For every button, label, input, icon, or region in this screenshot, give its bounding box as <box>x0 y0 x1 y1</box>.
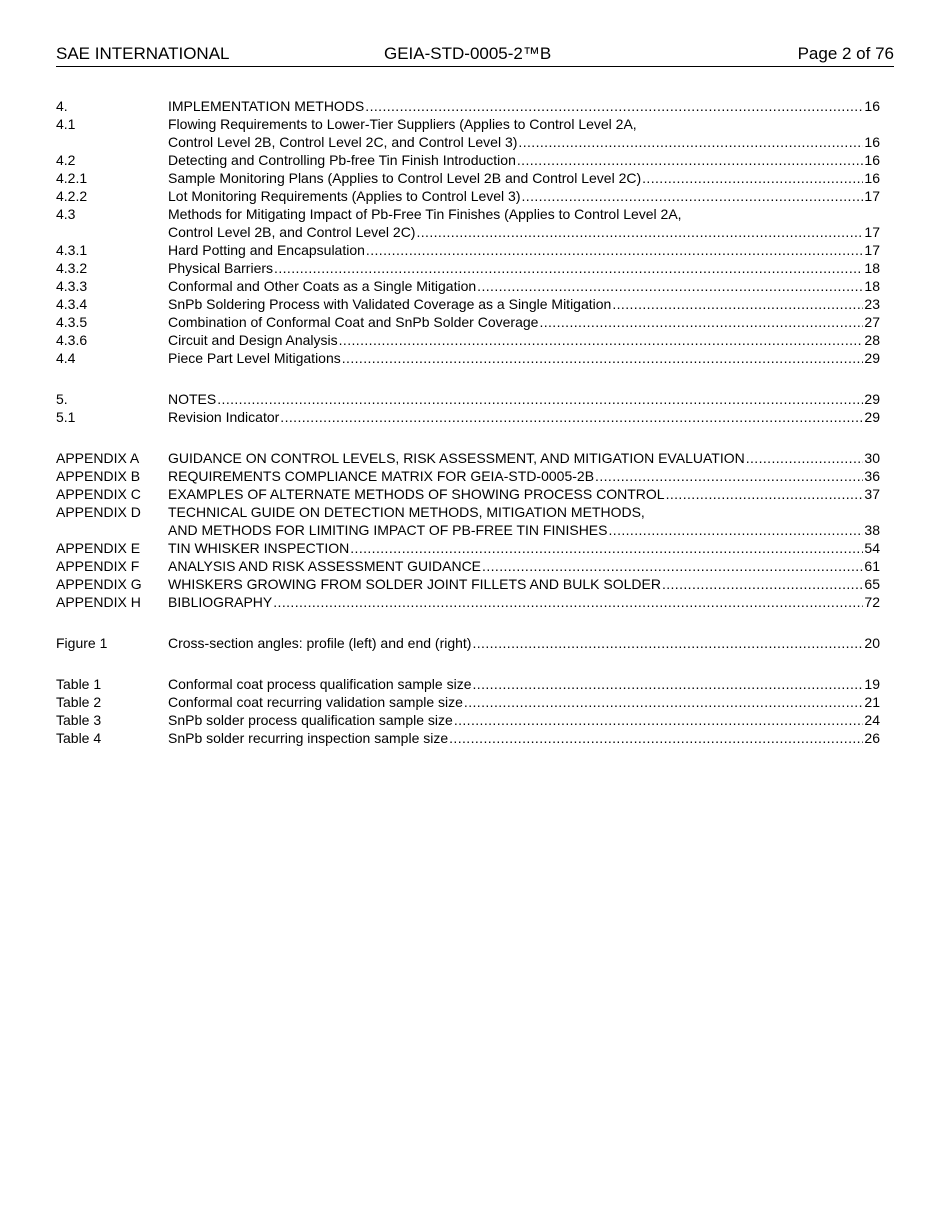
toc-entry-line <box>168 449 880 467</box>
toc-entry-line <box>168 711 880 729</box>
toc-entry-number: APPENDIX B <box>56 468 141 484</box>
toc-entry-line <box>168 634 880 652</box>
toc-entry[interactable] <box>56 449 880 467</box>
toc-group <box>56 97 880 367</box>
toc-entry-body <box>168 295 880 313</box>
toc-entry[interactable] <box>56 277 880 295</box>
dot-leader <box>350 539 863 557</box>
toc-entry-title: REQUIREMENTS COMPLIANCE MATRIX FOR GEIA-STD-0005-2B <box>168 468 595 484</box>
toc-entry-line <box>168 557 880 575</box>
toc-entry-page: 36 <box>864 468 880 484</box>
toc-entry-title: WHISKERS GROWING FROM SOLDER JOINT FILLETS AND BULK SOLDER <box>168 576 661 592</box>
toc-entry-body <box>168 349 880 367</box>
toc-entry-title: Detecting and Controlling Pb-free Tin Finish Introduction <box>168 152 516 168</box>
toc-entry-page: 21 <box>864 694 880 710</box>
toc-entry-body <box>168 675 880 693</box>
toc-entry-title: IMPLEMENTATION METHODS <box>168 98 365 114</box>
toc-entry-line <box>168 693 880 711</box>
toc-entry-number: 4.3.4 <box>56 296 88 312</box>
toc-entry-body <box>168 408 880 426</box>
toc-entry-line <box>168 115 880 133</box>
toc-group <box>56 634 880 652</box>
toc-entry-number: 4.3.3 <box>56 278 88 294</box>
toc-entry-body <box>168 331 880 349</box>
toc-entry[interactable] <box>56 241 880 259</box>
toc-entry-title: Physical Barriers <box>168 260 274 276</box>
toc-entry-number: 4.2.2 <box>56 188 88 204</box>
toc-entry-title: SnPb solder process qualification sample size <box>168 712 453 728</box>
toc-entry-line <box>168 485 880 503</box>
toc-entry-title: Methods for Mitigating Impact of Pb-Free Tin Finishes (Applies to Control Level 2A, <box>168 206 682 222</box>
toc-entry-page: 54 <box>864 540 880 556</box>
toc-entry-body <box>168 539 880 557</box>
toc-entry-page: 17 <box>864 188 880 204</box>
toc-entry[interactable] <box>56 349 880 367</box>
toc-entry-title: SnPb solder recurring inspection sample size <box>168 730 449 746</box>
toc-entry-number: 4.1 <box>56 116 76 132</box>
toc-entry-body <box>168 205 880 241</box>
toc-entry-page: 16 <box>864 134 880 150</box>
toc-entry-page: 37 <box>864 486 880 502</box>
toc-entry-number: 5.1 <box>56 409 76 425</box>
header-org: SAE INTERNATIONAL <box>56 44 230 63</box>
toc-entry-line <box>168 241 880 259</box>
toc-entry-page: 17 <box>864 242 880 258</box>
toc-entry-page: 17 <box>864 224 880 240</box>
toc-entry-page: 61 <box>864 558 880 574</box>
toc-entry[interactable] <box>56 390 880 408</box>
toc-group <box>56 449 880 611</box>
dot-leader <box>416 223 863 241</box>
toc-entry-line <box>168 503 880 521</box>
toc-entry-number: APPENDIX H <box>56 594 141 610</box>
toc-entry-title: Control Level 2B, and Control Level 2C) <box>168 224 416 240</box>
toc-entry-title: TIN WHISKER INSPECTION <box>168 540 350 556</box>
toc-entry-page: 18 <box>864 278 880 294</box>
toc-entry-title: SnPb Soldering Process with Validated Coverage as a Single Mitigation <box>168 296 612 312</box>
toc-entry[interactable] <box>56 693 880 711</box>
toc-entry-page: 23 <box>864 296 880 312</box>
dot-leader <box>642 169 863 187</box>
dot-leader <box>608 521 863 539</box>
toc-entry-page: 27 <box>864 314 880 330</box>
dot-leader <box>477 277 863 295</box>
toc-entry[interactable] <box>56 575 880 593</box>
toc-entry-page: 29 <box>864 391 880 407</box>
toc-entry-page: 38 <box>864 522 880 538</box>
dot-leader <box>472 675 863 693</box>
toc-entry[interactable] <box>56 313 880 331</box>
toc-entry-page: 29 <box>864 409 880 425</box>
toc-entry-page: 26 <box>864 730 880 746</box>
toc-entry-number: 4.3.2 <box>56 260 88 276</box>
toc-entry-line <box>168 223 880 241</box>
toc-entry-page: 72 <box>864 594 880 610</box>
toc-entry-number: Table 4 <box>56 730 102 746</box>
toc-entry-line <box>168 187 880 205</box>
toc-entry-line <box>168 331 880 349</box>
toc-entry-number: APPENDIX F <box>56 558 140 574</box>
dot-leader <box>539 313 863 331</box>
toc-entry-page: 24 <box>864 712 880 728</box>
toc-entry-number: APPENDIX G <box>56 576 142 592</box>
toc-entry-body <box>168 115 880 151</box>
toc-entry-line <box>168 259 880 277</box>
toc-entry-number: Table 3 <box>56 712 102 728</box>
toc-entry[interactable] <box>56 503 880 539</box>
toc-entry-line <box>168 675 880 693</box>
toc-entry-title: TECHNICAL GUIDE ON DETECTION METHODS, MITIGATION METHODS, <box>168 504 645 520</box>
toc-entry[interactable] <box>56 151 880 169</box>
toc-entry-body <box>168 467 880 485</box>
toc-entry-title: Conformal coat recurring validation sample size <box>168 694 463 710</box>
toc-entry-number: 5. <box>56 391 68 407</box>
dot-leader <box>449 729 863 747</box>
toc-entry[interactable] <box>56 408 880 426</box>
dot-leader <box>342 349 864 367</box>
dot-leader <box>595 467 863 485</box>
toc-entry-line <box>168 295 880 313</box>
toc-entry-title: Lot Monitoring Requirements (Applies to Control Level 3) <box>168 188 521 204</box>
toc-group <box>56 390 880 426</box>
toc-entry-line <box>168 313 880 331</box>
dot-leader <box>517 151 864 169</box>
header-page-number: Page 2 of 76 <box>797 44 894 63</box>
toc-entry-body <box>168 593 880 611</box>
dot-leader <box>274 259 863 277</box>
dot-leader <box>518 133 863 151</box>
toc-entry-line <box>168 729 880 747</box>
toc-entry-page: 28 <box>864 332 880 348</box>
toc-entry-line <box>168 277 880 295</box>
toc-entry-body <box>168 575 880 593</box>
header-doc-id: GEIA-STD-0005-2™B <box>384 44 552 63</box>
toc-entry-body <box>168 390 880 408</box>
toc-entry-page: 16 <box>864 98 880 114</box>
toc-entry-title: Cross-section angles: profile (left) and end (right) <box>168 635 472 651</box>
dot-leader <box>482 557 863 575</box>
toc-entry-title: Sample Monitoring Plans (Applies to Control Level 2B and Control Level 2C) <box>168 170 642 186</box>
table-of-contents <box>56 97 880 770</box>
dot-leader <box>746 449 864 467</box>
toc-entry-title: Piece Part Level Mitigations <box>168 350 341 366</box>
toc-entry-number: 4.3.5 <box>56 314 88 330</box>
toc-entry[interactable] <box>56 539 880 557</box>
toc-entry-line <box>168 467 880 485</box>
toc-entry[interactable] <box>56 557 880 575</box>
toc-entry-number: 4.3.6 <box>56 332 88 348</box>
toc-entry-number: Table 2 <box>56 694 102 710</box>
toc-entry-body <box>168 711 880 729</box>
toc-entry-page: 16 <box>864 152 880 168</box>
dot-leader <box>280 408 863 426</box>
toc-entry-line <box>168 539 880 557</box>
toc-entry-title: Flowing Requirements to Lower-Tier Suppliers (Applies to Control Level 2A, <box>168 116 637 132</box>
toc-entry-title: NOTES <box>168 391 217 407</box>
toc-entry-page: 65 <box>864 576 880 592</box>
toc-group <box>56 675 880 747</box>
toc-entry-body <box>168 557 880 575</box>
toc-entry[interactable] <box>56 729 880 747</box>
toc-entry-number: 4.4 <box>56 350 76 366</box>
toc-entry-line <box>168 349 880 367</box>
toc-entry-title: AND METHODS FOR LIMITING IMPACT OF PB-FREE TIN FINISHES <box>168 522 608 538</box>
toc-entry[interactable] <box>56 97 880 115</box>
toc-entry-number: Figure 1 <box>56 635 108 651</box>
toc-entry-body <box>168 693 880 711</box>
toc-entry-body <box>168 729 880 747</box>
toc-entry-body <box>168 169 880 187</box>
toc-entry-line <box>168 390 880 408</box>
toc-entry-page: 30 <box>864 450 880 466</box>
toc-entry-title: Conformal and Other Coats as a Single Mitigation <box>168 278 477 294</box>
toc-entry[interactable] <box>56 187 880 205</box>
toc-entry[interactable] <box>56 295 880 313</box>
toc-entry-body <box>168 187 880 205</box>
toc-entry-line <box>168 169 880 187</box>
toc-entry-number: 4.2 <box>56 152 76 168</box>
toc-entry-number: 4.2.1 <box>56 170 88 186</box>
toc-entry-body <box>168 313 880 331</box>
dot-leader <box>454 711 864 729</box>
toc-entry-line <box>168 205 880 223</box>
toc-entry-title: Circuit and Design Analysis <box>168 332 338 348</box>
toc-entry-body <box>168 151 880 169</box>
toc-entry[interactable] <box>56 115 880 151</box>
toc-entry[interactable] <box>56 259 880 277</box>
toc-entry-body <box>168 485 880 503</box>
toc-entry[interactable] <box>56 593 880 611</box>
toc-entry-number: APPENDIX E <box>56 540 141 556</box>
toc-entry[interactable] <box>56 485 880 503</box>
toc-entry-body <box>168 449 880 467</box>
toc-entry-body <box>168 503 880 539</box>
dot-leader <box>522 187 864 205</box>
toc-entry[interactable] <box>56 675 880 693</box>
dot-leader <box>365 97 863 115</box>
toc-entry-line <box>168 521 880 539</box>
toc-entry-body <box>168 634 880 652</box>
toc-entry-line <box>168 151 880 169</box>
toc-entry-number: 4.3.1 <box>56 242 88 258</box>
toc-entry-page: 20 <box>864 635 880 651</box>
toc-entry[interactable] <box>56 205 880 241</box>
dot-leader <box>612 295 863 313</box>
toc-entry-line <box>168 593 880 611</box>
toc-entry[interactable] <box>56 467 880 485</box>
dot-leader <box>464 693 864 711</box>
dot-leader <box>339 331 864 349</box>
toc-entry-number: 4.3 <box>56 206 76 222</box>
toc-entry-number: Table 1 <box>56 676 102 692</box>
toc-entry-title: GUIDANCE ON CONTROL LEVELS, RISK ASSESSMENT, AND MITIGATION EVALUATION <box>168 450 745 466</box>
toc-entry-body <box>168 97 880 115</box>
toc-entry-title: Hard Potting and Encapsulation <box>168 242 365 258</box>
page-header <box>56 44 894 67</box>
toc-entry-line <box>168 133 880 151</box>
toc-entry-title: Revision Indicator <box>168 409 280 425</box>
toc-entry-number: APPENDIX A <box>56 450 140 466</box>
toc-entry-number: APPENDIX C <box>56 486 141 502</box>
toc-entry-page: 18 <box>864 260 880 276</box>
dot-leader <box>662 575 863 593</box>
toc-entry-body <box>168 259 880 277</box>
dot-leader <box>273 593 863 611</box>
toc-entry-number: 4. <box>56 98 68 114</box>
toc-entry-page: 29 <box>864 350 880 366</box>
toc-entry-line <box>168 408 880 426</box>
toc-entry-page: 16 <box>864 170 880 186</box>
toc-entry-body <box>168 241 880 259</box>
toc-entry-line <box>168 575 880 593</box>
dot-leader <box>366 241 864 259</box>
toc-entry-title: Conformal coat process qualification sample size <box>168 676 472 692</box>
toc-entry[interactable] <box>56 711 880 729</box>
toc-entry-line <box>168 97 880 115</box>
dot-leader <box>217 390 863 408</box>
toc-entry[interactable] <box>56 634 880 652</box>
toc-entry-page: 19 <box>864 676 880 692</box>
toc-entry[interactable] <box>56 169 880 187</box>
dot-leader <box>666 485 864 503</box>
toc-entry-title: Combination of Conformal Coat and SnPb Solder Coverage <box>168 314 539 330</box>
toc-entry-body <box>168 277 880 295</box>
dot-leader <box>472 634 863 652</box>
toc-entry-title: Control Level 2B, Control Level 2C, and Control Level 3) <box>168 134 518 150</box>
toc-entry-title: ANALYSIS AND RISK ASSESSMENT GUIDANCE <box>168 558 482 574</box>
toc-entry[interactable] <box>56 331 880 349</box>
toc-entry-title: BIBLIOGRAPHY <box>168 594 273 610</box>
toc-entry-title: EXAMPLES OF ALTERNATE METHODS OF SHOWING PROCESS CONTROL <box>168 486 665 502</box>
toc-entry-number: APPENDIX D <box>56 504 141 520</box>
